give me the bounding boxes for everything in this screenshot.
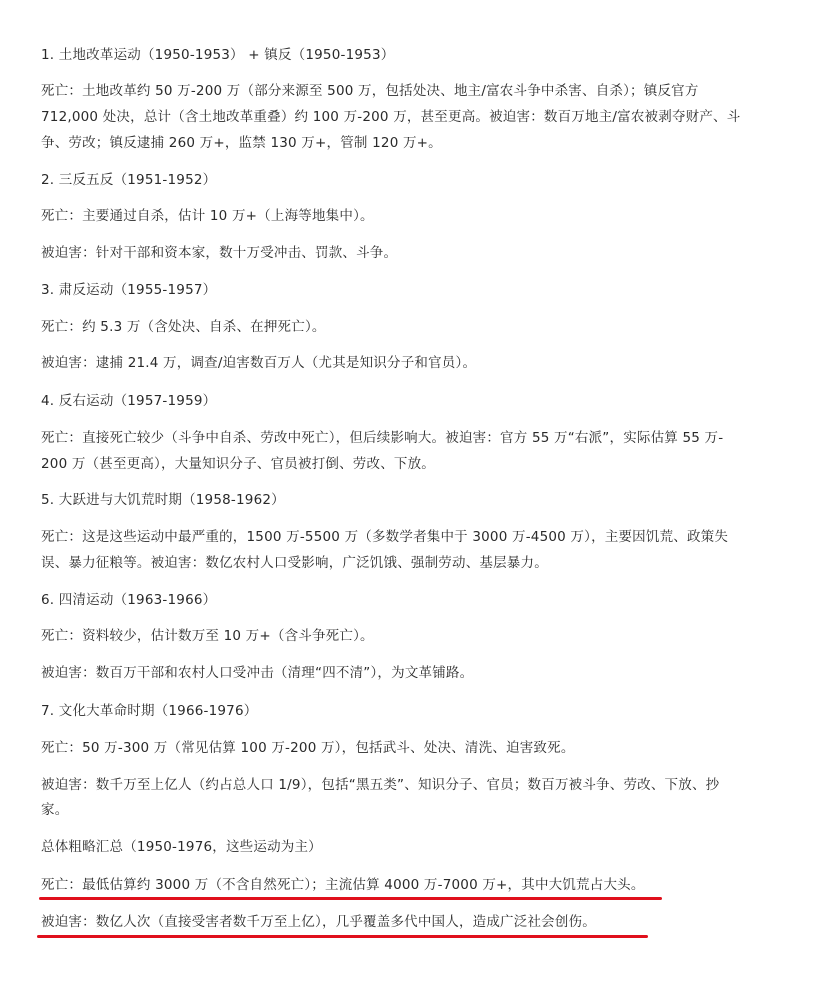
section-7-persecuted-line-1: 被迫害：数千万至上亿人（约占总人口 1/9），包括“黑五类”、知识分子、官员；数百万被斗争、劳改、下放、抄	[41, 777, 720, 793]
section-1-deaths-line-3: 争、劳改；镇反逮捕 260 万+，监禁 130 万+，管制 120 万+。	[41, 135, 442, 151]
section-3-heading: 3. 肃反运动（1955-1957）	[41, 282, 217, 298]
section-2-deaths: 死亡：主要通过自杀，估计 10 万+（上海等地集中）。	[41, 208, 374, 224]
red-underline-deaths	[39, 897, 662, 900]
section-3-deaths: 死亡：约 5.3 万（含处决、自杀、在押死亡）。	[41, 319, 326, 335]
section-4-deaths-line-1: 死亡：直接死亡较少（斗争中自杀、劳改中死亡），但后续影响大。被迫害：官方 55 万“右派”，实际估算 55 万-	[41, 430, 724, 446]
section-5-deaths-line-1: 死亡：这是这些运动中最严重的，1500 万-5500 万（多数学者集中于 3000 万-4500 万），主要因饥荒、政策失	[41, 529, 729, 545]
section-7-persecuted-line-2: 家。	[41, 802, 69, 818]
section-6-deaths: 死亡：资料较少，估计数万至 10 万+（含斗争死亡）。	[41, 628, 374, 644]
section-7-heading: 7. 文化大革命时期（1966-1976）	[41, 703, 258, 719]
summary-persecuted: 被迫害：数亿人次（直接受害者数千万至上亿），几乎覆盖多代中国人，造成广泛社会创伤。	[41, 914, 596, 930]
section-1-deaths-line-1: 死亡：土地改革约 50 万-200 万（部分来源至 500 万，包括处决、地主/富农斗争中杀害、自杀）；镇反官方	[41, 83, 699, 99]
summary-deaths: 死亡：最低估算约 3000 万（不含自然死亡）；主流估算 4000 万-7000 万+，其中大饥荒占大头。	[41, 877, 645, 893]
section-2-heading: 2. 三反五反（1951-1952）	[41, 172, 217, 188]
section-4-deaths-line-2: 200 万（甚至更高），大量知识分子、官员被打倒、劳改、下放。	[41, 456, 436, 472]
section-1-deaths-line-2: 712,000 处决，总计（含土地改革重叠）约 100 万-200 万，甚至更高。被迫害：数百万地主/富农被剥夺财产、斗	[41, 109, 741, 125]
summary-heading: 总体粗略汇总（1950-1976，这些运动为主）	[41, 839, 322, 855]
section-7-deaths: 死亡：50 万-300 万（常见估算 100 万-200 万），包括武斗、处决、清洗、迫害致死。	[41, 740, 575, 756]
section-6-heading: 6. 四清运动（1963-1966）	[41, 592, 217, 608]
section-4-heading: 4. 反右运动（1957-1959）	[41, 393, 217, 409]
section-5-heading: 5. 大跃进与大饥荒时期（1958-1962）	[41, 492, 285, 508]
section-6-persecuted: 被迫害：数百万干部和农村人口受冲击（清理“四不清”），为文革铺路。	[41, 665, 474, 681]
section-1-heading: 1. 土地改革运动（1950-1953） + 镇反（1950-1953）	[41, 47, 395, 63]
section-2-persecuted: 被迫害：针对干部和资本家，数十万受冲击、罚款、斗争。	[41, 245, 398, 261]
red-underline-persecuted	[37, 935, 648, 938]
section-5-deaths-line-2: 误、暴力征粮等。被迫害：数亿农村人口受影响，广泛饥饿、强制劳动、基层暴力。	[41, 555, 548, 571]
section-3-persecuted: 被迫害：逮捕 21.4 万，调查/迫害数百万人（尤其是知识分子和官员）。	[41, 355, 477, 371]
